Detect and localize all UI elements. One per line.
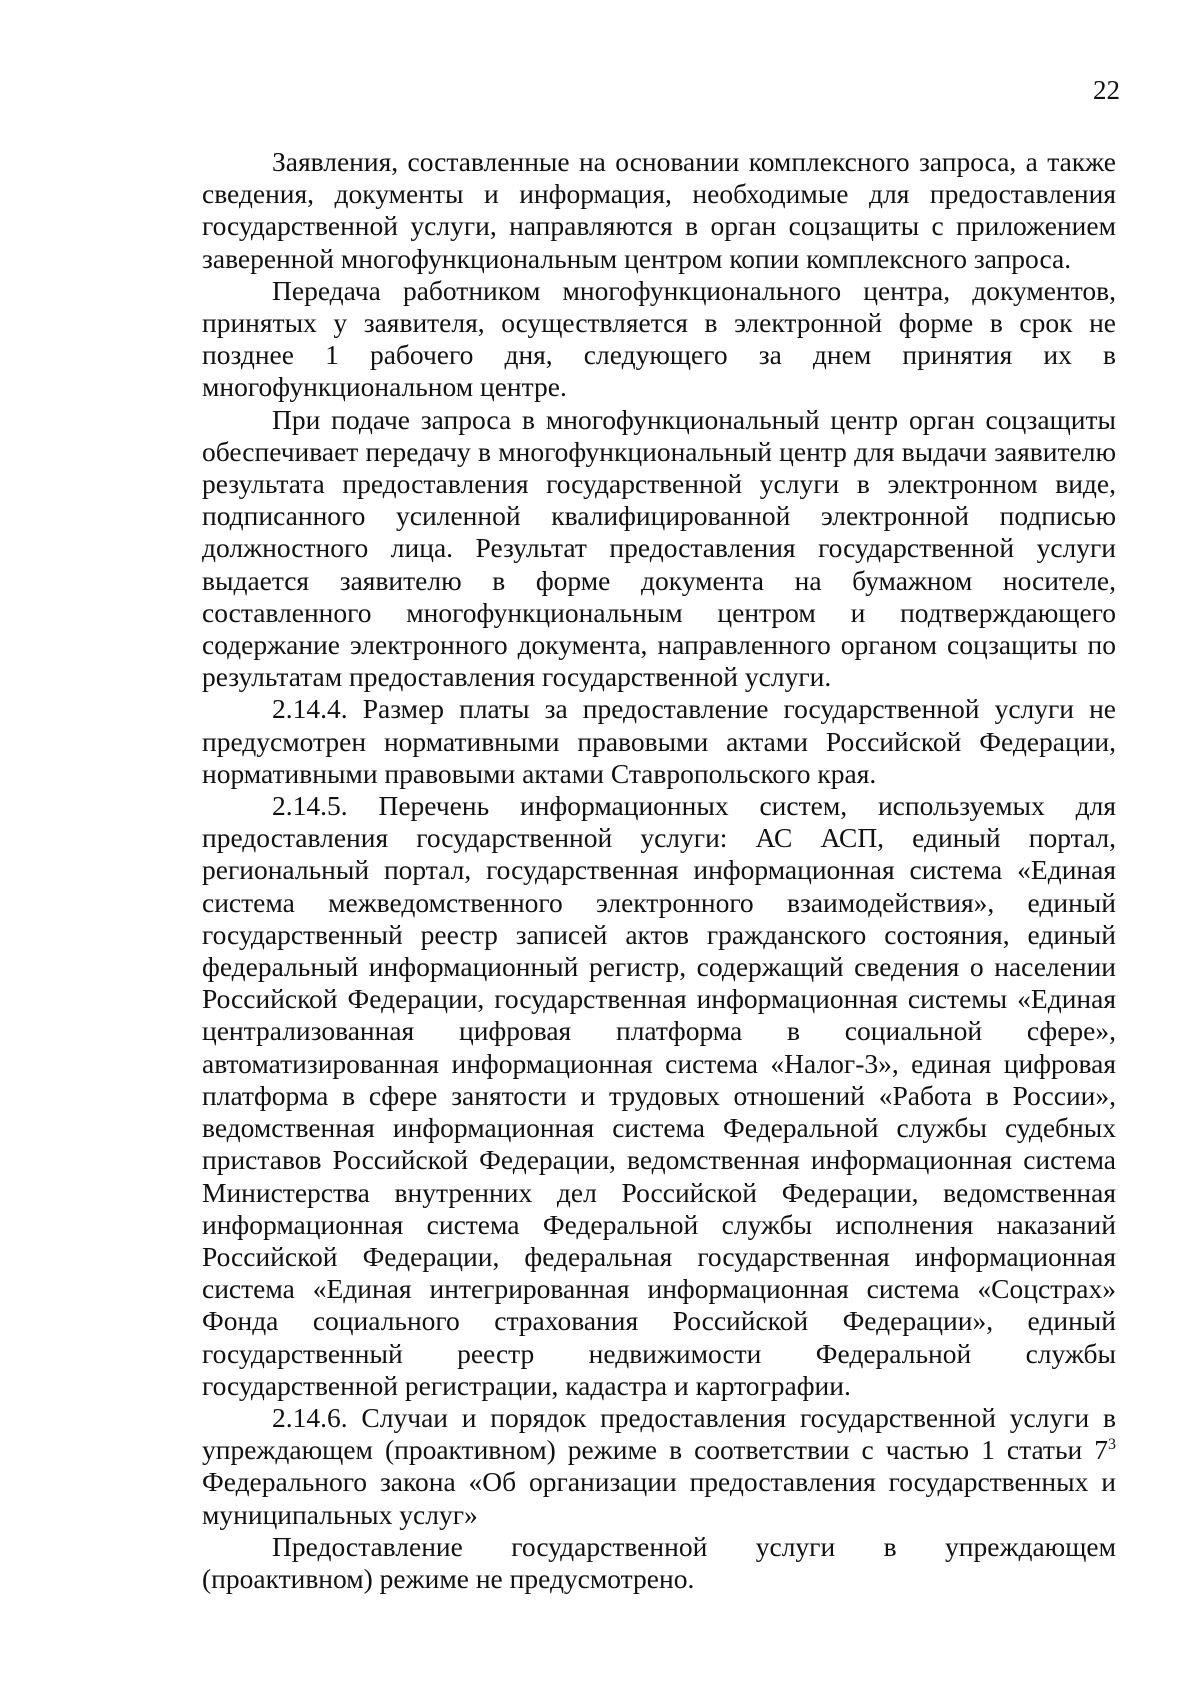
paragraph-document-transfer: Передача работником многофункционального центра, документов, принятых у заявителя, осуществляется в электронной форме в срок не позднее 1 рабочего дня, следующего за днем принятия их в многофункциональном центре.	[202, 274, 1116, 403]
paragraph-complex-request: Заявления, составленные на основании комплексного запроса, а также сведения, документы и информация, необходимые для предоставления государственной услуги, направляются в орган соцзащиты с приложением заверенной многофункциональным центром копии комплексного запроса.	[202, 146, 1116, 274]
paragraph-2-14-6-text-before: 2.14.6. Случаи и порядок предоставления государственной услуги в упреждающем (проактивном) режиме в соответствии с частью 1 статьи 7	[202, 1401, 1116, 1466]
paragraph-2-14-4-fee: 2.14.4. Размер платы за предоставление государственной услуги не предусмотрен нормативными правовыми актами Российской Федерации, нормативными правовыми актами Ставропольского края.	[202, 693, 1116, 789]
paragraph-2-14-5-info-systems: 2.14.5. Перечень информационных систем, используемых для предоставления государственной услуги: АС АСП, единый портал, региональный портал, государственная информационная система «Единая система межведомственного электронного взаимодействия», единый государственный реестр записей актов гражданского состояния, единый федеральный информационный регистр, содержащий сведения о населении Российской Федерации, государственная информационная системы «Единая централизованная цифровая платформа в социальной сфере», автоматизированная информационная система «Налог-3», единая цифровая платформа в сфере занятости и трудовых отношений «Работа в России», ведомственная информационная система Федеральной службы судебных приставов Российской Федерации, ведомственная информационная система Министерства внутренних дел Российской Федерации, ведомственная информационная система Федеральной службы исполнения наказаний Российской Федерации, федеральная государственная информационная система «Единая интегрированная информационная система «Соцстрах» Фонда социального страхования Российской Федерации», единый государственный реестр недвижимости Федеральной службы государственной регистрации, кадастра и картографии.	[202, 790, 1116, 1401]
paragraph-proactive-not-provided: Предоставление государственной услуги в упреждающем (проактивном) режиме не предусмотрено.	[202, 1530, 1116, 1594]
document-body	[202, 146, 1116, 1595]
article-superscript: 3	[1108, 1435, 1116, 1453]
page-number: 22	[1093, 75, 1120, 105]
paragraph-2-14-6-text-after: Федерального закона «Об организации предоставления государственных и муниципальных услуг»	[202, 1466, 1116, 1530]
paragraph-mfc-result: При подаче запроса в многофункциональный центр орган соцзащиты обеспечивает передачу в многофункциональный центр для выдачи заявителю результата предоставления государственной услуги в электронном виде, подписанного усиленной квалифицированной электронной подписью должностного лица. Результат предоставления государственной услуги выдается заявителю в форме документа на бумажном носителе, составленного многофункциональным центром и подтверждающего содержание электронного документа, направленного органом соцзащиты по результатам предоставления государственной услуги.	[202, 403, 1116, 693]
paragraph-2-14-6-proactive	[202, 1402, 1116, 1531]
